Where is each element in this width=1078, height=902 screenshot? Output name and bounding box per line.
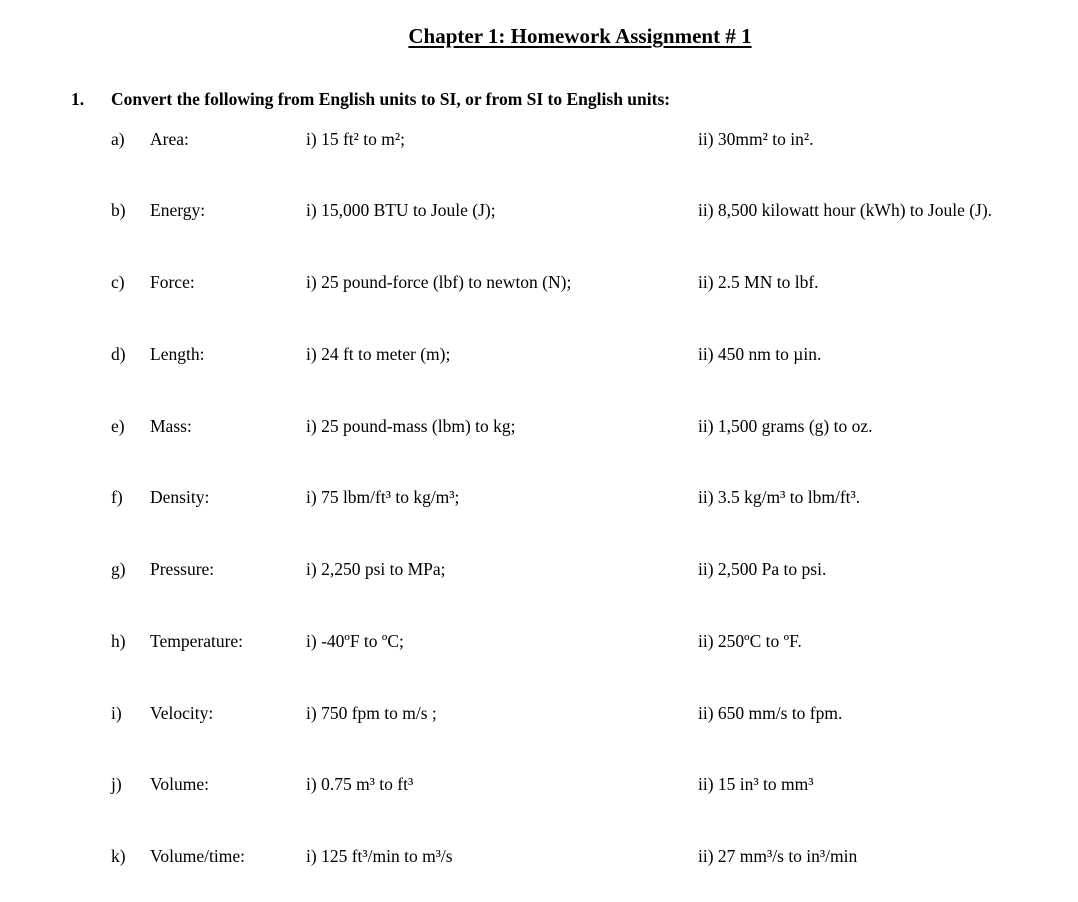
problem-category: Volume:	[150, 774, 209, 794]
problem-part-2: ii) 27 mm³/s to in³/min	[698, 846, 858, 866]
problem-letter: h)	[111, 631, 126, 651]
problem-part-2: ii) 450 nm to µin.	[698, 344, 822, 364]
problem-row-i	[0, 703, 1078, 727]
problem-part-2: ii) 1,500 grams (g) to oz.	[698, 416, 873, 436]
problem-part-1: i) 25 pound-force (lbf) to newton (N);	[306, 272, 572, 292]
problem-category: Force:	[150, 272, 195, 292]
problem-part-2: ii) 650 mm/s to fpm.	[698, 703, 843, 723]
problem-part-1: i) 24 ft to meter (m);	[306, 344, 451, 364]
problem-letter: c)	[111, 272, 125, 292]
problem-part-1: i) 0.75 m³ to ft³	[306, 774, 414, 794]
problem-part-1: i) 75 lbm/ft³ to kg/m³;	[306, 487, 460, 507]
problem-part-1: i) -40ºF to ºC;	[306, 631, 404, 651]
problem-category: Velocity:	[150, 703, 214, 723]
problem-row-f	[0, 487, 1078, 511]
problem-part-2: ii) 3.5 kg/m³ to lbm/ft³.	[698, 487, 861, 507]
problem-letter: a)	[111, 129, 125, 149]
problem-category: Area:	[150, 129, 189, 149]
problem-part-2: ii) 8,500 kilowatt hour (kWh) to Joule (J).	[698, 200, 993, 220]
problem-part-1: i) 15,000 BTU to Joule (J);	[306, 200, 496, 220]
problem-part-2: ii) 30mm² to in².	[698, 129, 814, 149]
problem-row-k	[0, 846, 1078, 870]
problem-letter: k)	[111, 846, 126, 866]
question-prompt: Convert the following from English units to SI, or from SI to English units:	[111, 89, 671, 109]
problem-letter: i)	[111, 703, 122, 723]
problem-row-b	[0, 200, 1078, 224]
problem-part-2: ii) 2.5 MN to lbf.	[698, 272, 819, 292]
problem-row-g	[0, 559, 1078, 583]
problem-row-h	[0, 631, 1078, 655]
problem-row-a	[0, 129, 1078, 153]
problem-category: Density:	[150, 487, 210, 507]
problem-row-c	[0, 272, 1078, 296]
problem-letter: e)	[111, 416, 125, 436]
problem-part-2: ii) 15 in³ to mm³	[698, 774, 814, 794]
problem-part-2: ii) 2,500 Pa to psi.	[698, 559, 827, 579]
problem-letter: d)	[111, 344, 126, 364]
problem-category: Pressure:	[150, 559, 215, 579]
page-title: Chapter 1: Homework Assignment # 1	[408, 24, 752, 48]
problem-category: Length:	[150, 344, 205, 364]
problem-letter: b)	[111, 200, 126, 220]
problem-part-1: i) 125 ft³/min to m³/s	[306, 846, 453, 866]
problem-row-d	[0, 344, 1078, 368]
problem-part-1: i) 2,250 psi to MPa;	[306, 559, 446, 579]
problem-letter: j)	[111, 774, 122, 794]
question-1	[0, 89, 1078, 113]
problem-part-1: i) 25 pound-mass (lbm) to kg;	[306, 416, 516, 436]
problem-letter: f)	[111, 487, 123, 507]
problem-category: Mass:	[150, 416, 192, 436]
problem-part-1: i) 15 ft² to m²;	[306, 129, 405, 149]
problem-category: Temperature:	[150, 631, 244, 651]
problem-letter: g)	[111, 559, 126, 579]
problem-category: Energy:	[150, 200, 206, 220]
problem-row-e	[0, 416, 1078, 440]
problem-part-1: i) 750 fpm to m/s ;	[306, 703, 437, 723]
question-number: 1.	[71, 89, 85, 109]
problem-row-j	[0, 774, 1078, 798]
problem-category: Volume/time:	[150, 846, 245, 866]
problem-part-2: ii) 250ºC to ºF.	[698, 631, 802, 651]
